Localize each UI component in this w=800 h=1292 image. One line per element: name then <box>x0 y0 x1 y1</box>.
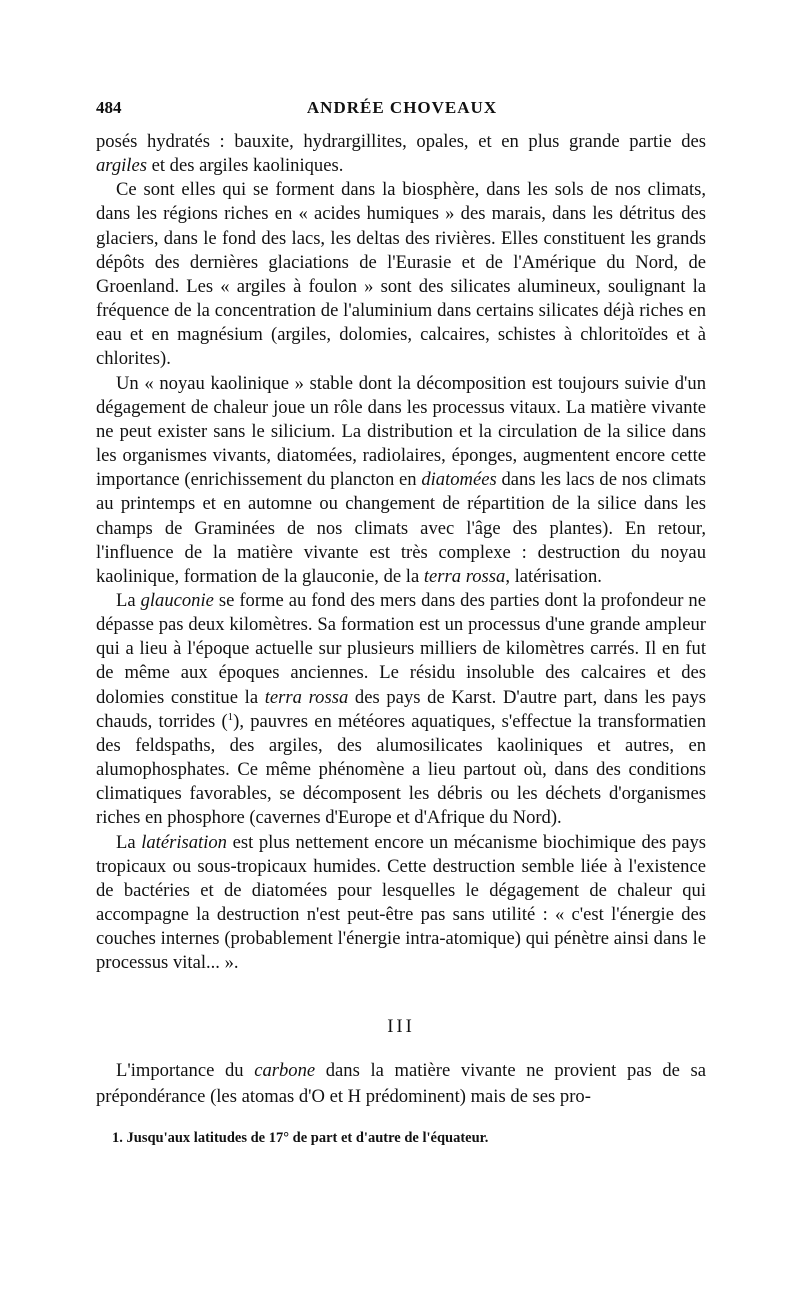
paragraph-2: Ce sont elles qui se forment dans la biosphère, dans les sols de nos climats, dans les régions riches en « acides humiques » des marais, dans les détritus des glaciers, dans le fond des lacs, les deltas des rivières. Elles constituent les grands dépôts des dernières glaciations de l'Eurasie et de l'Amérique du Nord, de Groenland. Les « argiles à foulon » sont des silicates alumineux, soulignant la fréquence de la concentration de l'aluminium dans certains silicates déjà riches en eau et en magnésium (argiles, dolomies, calcaires, schistes à chloritoïdes et à chlorites). <box>96 179 706 370</box>
paragraph-3-part-1: Un « noyau kaolinique » stable dont la décomposition est toujours suivie d'un dégagement de chaleur joue un rôle dans les processus vitaux. La matière vivante ne peut exister sans le silicium. La distribution et la circulation de la silice dans les organismes vivants, diatomées, radiolaires, éponges, augmentent encore cette importance (enrichissement du plancton en <box>96 372 706 491</box>
paragraph-3-italic-1: diatomées <box>421 469 497 491</box>
section-heading: III <box>387 1016 415 1037</box>
section-paragraph-italic: carbone <box>254 1060 316 1081</box>
paragraph-5-part-1: La <box>116 831 142 853</box>
paragraph-4 <box>96 589 706 831</box>
section-paragraph-part-1: L'importance du <box>116 1060 255 1081</box>
paragraph-1 <box>96 130 706 178</box>
paragraph-4-part-1: La <box>116 589 141 611</box>
paragraph-4-part-3: des pays de Karst. D'autre part, dans les pays chauds, torrides ( <box>96 686 706 732</box>
page-number: 484 <box>96 98 122 117</box>
paragraph-1-italic: argiles <box>96 155 147 177</box>
paragraph-3-part-2: dans les lacs de nos climats au printemps et en automne ou changement de répartition de la silice dans les champs de Graminées de nos climats avec l'âge des plantes). En retour, l'influence de la matière vivante est très complexe : destruction du noyau kaolinique, formation de la glauconie, de la <box>96 469 706 587</box>
paragraph-3 <box>96 372 706 589</box>
paragraph-4-part-4: ), pauvres en météores aquatiques, s'effectue la transformatien des feldspaths, des argiles, des alumosilicates kaoliniques et autres, en alumophosphates. Ce même phénomène a lieu partout où, dans des conditions climatiques favorables, se décomposent les débris ou les déchets d'organismes riches en phosphore (cavernes d'Europe et d'Afrique du Nord). <box>96 710 706 829</box>
running-head: ANDRÉE CHOVEAUX <box>306 98 498 117</box>
paragraph-4-part-2: se forme au fond des mers dans des parties dont la profondeur ne dépasse pas deux kilomètres. Sa formation est un processus d'une grande ampleur qui a lieu à l'époque actuelle sur plusieurs milliers de kilomètres carrés. Il en fut de même aux époques anciennes. Le résidu insoluble des calcaires et des dolomies constitue la <box>96 589 706 708</box>
page-header <box>96 98 708 122</box>
paragraph-1-text: posés hydratés : bauxite, hydrargillites, opales, et en plus grande partie des <box>96 131 706 152</box>
paragraph-5 <box>96 831 706 976</box>
paragraph-5-italic: latérisation <box>141 831 227 853</box>
paragraph-3-italic-2: terra rossa <box>423 565 506 587</box>
section-body-text <box>96 1058 706 1110</box>
paragraph-5-part-2: est plus nettement encore un mécanisme biochimique des pays tropicaux ou sous-tropicaux humides. Cette destruction semble liée à l'existence de bactéries et de diatomées pour lesquelles le dégagement de chaleur qui accompagne la destruction n'est peut-être pas sans utilité : « c'est l'énergie des couches internes (probablement l'énergie intra-atomique) qui pénètre ainsi dans le processus vital... ». <box>96 831 706 974</box>
footnote-marker[interactable]: 1 <box>227 710 234 723</box>
paragraph-4-italic-1: glauconie <box>140 589 214 611</box>
footnote: 1. Jusqu'aux latitudes de 17° de part et d'autre de l'équateur. <box>112 1130 489 1146</box>
section-paragraph-part-2: dans la matière vivante ne provient pas de sa prépondérance (les atomas d'O et H prédominent) mais de ses pro- <box>96 1060 707 1107</box>
body-text <box>96 130 706 975</box>
section-paragraph <box>96 1058 706 1110</box>
paragraph-1-end: et des argiles kaoliniques. <box>146 155 344 177</box>
paragraph-4-italic-2: terra rossa <box>264 686 349 708</box>
paragraph-3-part-3: , latérisation. <box>505 565 602 587</box>
